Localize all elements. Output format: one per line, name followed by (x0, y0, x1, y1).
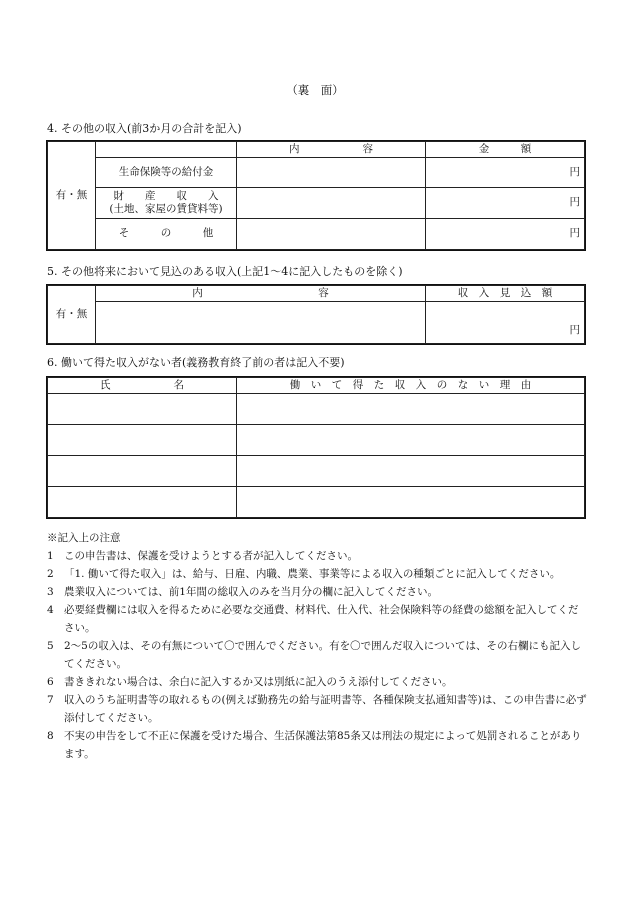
section4-row-label: そ の 他 (96, 219, 237, 250)
note-item: 5 2～5の収入は、その有無について〇で囲んでください。有を〇で囲んだ収入については、その右欄にも記入してください。 (47, 640, 581, 670)
section6-reason-cell[interactable] (237, 456, 585, 487)
section6-reason-cell[interactable] (237, 425, 585, 456)
section5-table (47, 285, 585, 344)
section5-amount-cell[interactable]: 円 (426, 302, 585, 344)
page-title: （裏 面） (286, 83, 344, 97)
section6-name-cell[interactable] (48, 456, 237, 487)
note-item: 1 この申告書は、保護を受けようとする者が記入してください。 (47, 550, 358, 562)
section5-col-content: 内 容 (96, 286, 426, 302)
section4-table (47, 141, 585, 250)
section5-col-amount: 収 入 見 込 額 (426, 286, 585, 302)
section4-content-cell[interactable] (237, 158, 426, 188)
section6-name-cell[interactable] (48, 394, 237, 425)
note-item: 3 農業収入については、前1年間の総収入のみを当月分の欄に記入してください。 (47, 586, 438, 598)
section5-heading: 5. その他将来において見込のある収入(上記1～4に記入したものを除く) (47, 265, 403, 278)
note-item: 6 書ききれない場合は、余白に記入するか又は別紙に記入のうえ添付してください。 (47, 676, 453, 688)
section4-presence[interactable]: 有・無 (48, 142, 96, 250)
section4-content-cell[interactable] (237, 188, 426, 219)
section4-amount-cell[interactable]: 円 (426, 158, 585, 188)
section6-reason-cell[interactable] (237, 394, 585, 425)
note-item: 7 収入のうち証明書等の取れるもの(例えば勤務先の給与証明書等、各種保険支払通知書等)は、この申告書に必ず添付してください。 (47, 694, 587, 724)
section5-content-cell[interactable] (96, 302, 426, 344)
section4-row-label: 生命保険等の給付金 (96, 158, 237, 188)
section6-name-cell[interactable] (48, 425, 237, 456)
section4-amount-cell[interactable]: 円 (426, 219, 585, 250)
section4-heading: 4. その他の収入(前3か月の合計を記入) (47, 122, 242, 135)
section4-amount-cell[interactable]: 円 (426, 188, 585, 219)
section5-presence[interactable]: 有・無 (48, 286, 96, 344)
note-item: 8 不実の申告をして不正に保護を受けた場合、生活保護法第85条又は刑法の規定によって処罰されることがあります。 (47, 730, 582, 760)
section6-heading: 6. 働いて得た収入がない者(義務教育終了前の者は記入不要) (47, 356, 345, 369)
section6-col-reason: 働 い て 得 た 収 入 の な い 理 由 (237, 378, 585, 394)
section6-name-cell[interactable] (48, 487, 237, 518)
section6-col-name: 氏 名 (48, 378, 237, 394)
section4-content-cell[interactable] (237, 219, 426, 250)
section6-table (47, 377, 585, 518)
notes-heading: ※記入上の注意 (47, 532, 121, 544)
section4-row-label: 財 産 収 入 (土地、家屋の賃貸料等) (96, 188, 237, 219)
note-item: 4 必要経費欄には収入を得るために必要な交通費、材料代、仕入代、社会保険料等の経費の総額を記入してください。 (47, 604, 579, 634)
section4-col-amount: 金 額 (426, 142, 585, 158)
notes-section (47, 529, 587, 763)
section4-col-content: 内 容 (237, 142, 426, 158)
note-item: 2 「1. 働いて得た収入」は、給与、日雇、内職、農業、事業等による収入の種類ごとに記入してください。 (47, 568, 561, 580)
section6-reason-cell[interactable] (237, 487, 585, 518)
